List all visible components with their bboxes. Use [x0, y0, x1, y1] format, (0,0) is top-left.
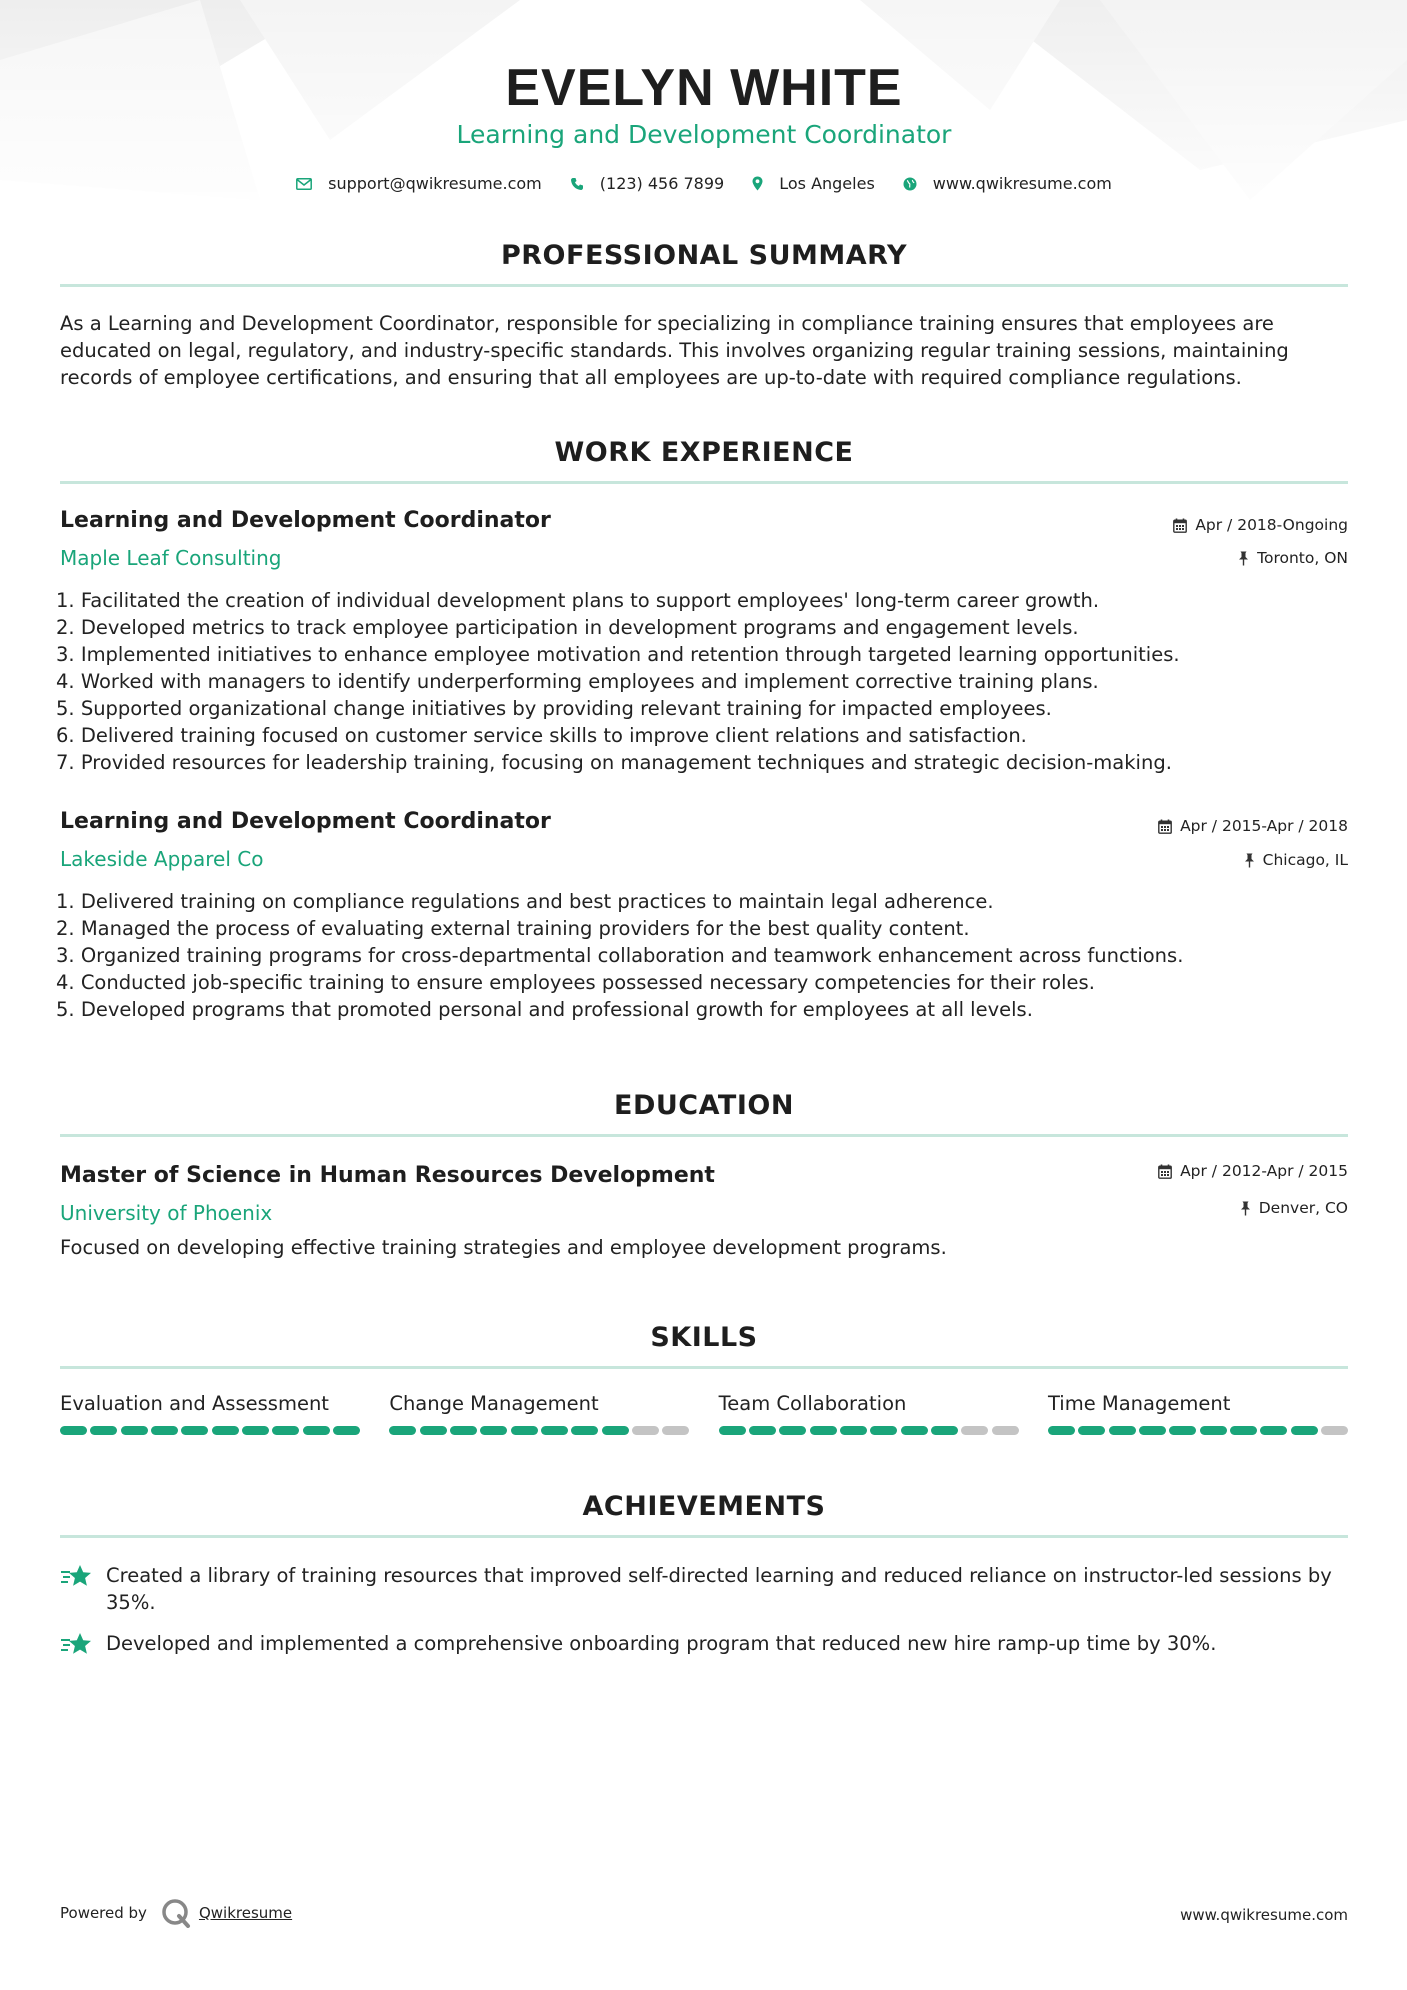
education-description: Focused on developing effective training strategies and employee development programs. [60, 1236, 947, 1259]
list-item: 3. Organized training programs for cross-departmental collaboration and teamwork enhancement across functions. [56, 944, 1184, 967]
skill-level-bar [389, 1426, 689, 1435]
candidate-title: Learning and Development Coordinator [456, 120, 952, 149]
skill-level-segment-filled [212, 1426, 239, 1435]
job-bullets [56, 587, 1348, 776]
skill-level-bar [1048, 1426, 1348, 1435]
skill-item [389, 1392, 689, 1435]
section-divider [60, 284, 1348, 287]
list-item: 4. Conducted job-specific training to ensure employees possessed necessary competencies for their roles. [56, 971, 1095, 994]
skill-level-segment-filled [840, 1426, 867, 1435]
skill-level-segment-filled [333, 1426, 360, 1435]
skill-level-segment-filled [90, 1426, 117, 1435]
contact-location [752, 174, 875, 193]
list-item: 7. Provided resources for leadership training, focusing on management techniques and strategic decision-making. [56, 751, 1172, 774]
skill-level-segment-filled [151, 1426, 178, 1435]
skill-level-segment-filled [1260, 1426, 1287, 1435]
section-divider [60, 1134, 1348, 1137]
skill-level-segment-filled [1200, 1426, 1227, 1435]
skill-level-segment-filled [242, 1426, 269, 1435]
list-item: 5. Supported organizational change initiatives by providing relevant training for impacted employees. [56, 697, 1052, 720]
pushpin-icon [1244, 853, 1255, 868]
contact-email-text: support@qwikresume.com [328, 174, 542, 193]
skill-level-bar [719, 1426, 1019, 1435]
bullet-text: Facilitated the creation of individual development plans to support employees' long-term career growth. [80, 589, 1100, 612]
section-heading-skills: SKILLS [650, 1322, 758, 1353]
job-title: Learning and Development Coordinator [60, 508, 551, 533]
company-name: Maple Leaf Consulting [60, 546, 282, 570]
skill-level-segment-filled [181, 1426, 208, 1435]
pushpin-icon [1238, 551, 1249, 566]
skill-level-segment-filled [931, 1426, 958, 1435]
map-pin-icon [752, 176, 763, 191]
section-heading-summary: PROFESSIONAL SUMMARY [500, 240, 908, 271]
degree-title: Master of Science in Human Resources Development [60, 1163, 715, 1188]
skill-level-segment-filled [541, 1426, 568, 1435]
skill-level-segment-empty [632, 1426, 659, 1435]
bullet-text: Provided resources for leadership training, focusing on management techniques and strategic decision-making. [80, 751, 1172, 774]
skill-level-segment-filled [1109, 1426, 1136, 1435]
company-name: Lakeside Apparel Co [60, 847, 264, 871]
education-location [1240, 1199, 1348, 1217]
skill-level-segment-filled [1169, 1426, 1196, 1435]
section-divider [60, 1366, 1348, 1369]
skills-list [60, 1392, 1348, 1435]
bullet-text: Supported organizational change initiatives by providing relevant training for impacted employees. [80, 697, 1052, 720]
bullet-text: Implemented initiatives to enhance employee motivation and retention through targeted learning opportunities. [80, 643, 1180, 666]
skill-level-segment-filled [1230, 1426, 1257, 1435]
skill-level-segment-filled [303, 1426, 330, 1435]
phone-icon [570, 177, 584, 191]
bullet-text: Worked with managers to identify underperforming employees and implement corrective training plans. [80, 670, 1099, 693]
skill-level-segment-filled [272, 1426, 299, 1435]
pushpin-icon [1240, 1201, 1251, 1216]
skill-level-segment-filled [1291, 1426, 1318, 1435]
achievement-item [60, 1562, 1348, 1616]
list-item: 5. Developed programs that promoted personal and professional growth for employees at all levels. [56, 998, 1033, 1021]
calendar-icon [1173, 518, 1187, 533]
globe-icon [903, 177, 917, 191]
list-item: 1. Delivered training on compliance regulations and best practices to maintain legal adherence. [56, 890, 994, 913]
job-location-text: Toronto, ON [1257, 549, 1348, 567]
section-heading-experience: WORK EXPERIENCE [554, 437, 854, 468]
skill-item [1048, 1392, 1348, 1435]
achievement-item [60, 1630, 1348, 1658]
contact-website[interactable] [903, 174, 1112, 193]
qwikresume-link[interactable]: Qwikresume [198, 1904, 293, 1922]
skill-level-segment-filled [602, 1426, 629, 1435]
section-divider [60, 1535, 1348, 1538]
school-name: University of Phoenix [60, 1201, 273, 1225]
contact-website-text: www.qwikresume.com [932, 174, 1112, 193]
skill-level-segment-filled [870, 1426, 897, 1435]
contact-location-text: Los Angeles [779, 174, 875, 193]
job-title: Learning and Development Coordinator [60, 809, 551, 834]
skill-item [60, 1392, 360, 1435]
bullet-text: Managed the process of evaluating external training providers for the best quality content. [80, 917, 970, 940]
education-dates-text: Apr / 2012-Apr / 2015 [1180, 1162, 1348, 1180]
skill-level-segment-filled [779, 1426, 806, 1435]
list-item: 6. Delivered training focused on customer service skills to improve client relations and satisfaction. [56, 724, 1027, 747]
star-icon [60, 1564, 92, 1590]
list-item: 3. Implemented initiatives to enhance employee motivation and retention through targeted learning opportunities. [56, 643, 1180, 666]
email-icon [296, 178, 312, 190]
calendar-icon [1158, 819, 1172, 834]
section-heading-education: EDUCATION [614, 1090, 794, 1121]
skill-level-segment-filled [1139, 1426, 1166, 1435]
skill-level-segment-empty [1321, 1426, 1348, 1435]
list-item: 2. Managed the process of evaluating external training providers for the best quality content. [56, 917, 970, 940]
skill-level-segment-empty [662, 1426, 689, 1435]
skill-level-segment-empty [992, 1426, 1019, 1435]
skill-name: Evaluation and Assessment [60, 1392, 329, 1415]
skill-level-segment-filled [1048, 1426, 1075, 1435]
list-item: 1. Facilitated the creation of individual development plans to support employees' long-term career growth. [56, 589, 1100, 612]
skill-level-segment-filled [719, 1426, 746, 1435]
list-item: 2. Developed metrics to track employee participation in development programs and engagement levels. [56, 616, 1079, 639]
star-icon [60, 1632, 92, 1658]
skill-level-segment-filled [511, 1426, 538, 1435]
footer-powered-by [60, 1898, 292, 1928]
job-location [1244, 851, 1348, 869]
skill-level-segment-filled [450, 1426, 477, 1435]
bullet-text: Developed programs that promoted personal and professional growth for employees at all levels. [80, 998, 1033, 1021]
section-heading-achievements: ACHIEVEMENTS [582, 1491, 826, 1522]
skill-level-segment-filled [749, 1426, 776, 1435]
skill-level-segment-filled [121, 1426, 148, 1435]
job-bullets [56, 888, 1348, 1023]
skill-name: Team Collaboration [718, 1392, 907, 1415]
achievement-text: Created a library of training resources that improved self-directed learning and reduced reliance on instructor-led sessions by 35%. [106, 1564, 1332, 1614]
summary-text: As a Learning and Development Coordinator, responsible for specializing in compliance training ensures that employees are educated on legal, regulatory, and industry-specific standards. This involves organizing regular training sessions, maintaining records of employee certifications, and ensuring that all employees are up-to-date with required compliance regulations. [60, 312, 1289, 389]
skill-level-segment-filled [480, 1426, 507, 1435]
contact-phone[interactable] [570, 174, 724, 193]
skill-level-segment-filled [571, 1426, 598, 1435]
job-dates-text: Apr / 2018-Ongoing [1195, 516, 1348, 534]
bullet-text: Delivered training on compliance regulations and best practices to maintain legal adherence. [80, 890, 994, 913]
contact-bar [60, 174, 1348, 193]
contact-email[interactable] [296, 174, 542, 193]
job-dates-text: Apr / 2015-Apr / 2018 [1180, 817, 1348, 835]
education-dates [1158, 1162, 1348, 1180]
job-location-text: Chicago, IL [1262, 851, 1348, 869]
skill-level-segment-empty [961, 1426, 988, 1435]
bullet-text: Developed metrics to track employee participation in development programs and engagement levels. [80, 616, 1079, 639]
powered-by-label: Powered by [60, 1904, 147, 1922]
education-location-text: Denver, CO [1258, 1199, 1348, 1217]
skill-level-segment-filled [810, 1426, 837, 1435]
section-divider [60, 481, 1348, 484]
skill-name: Change Management [389, 1392, 599, 1415]
skill-item [719, 1392, 1019, 1435]
skill-level-segment-filled [420, 1426, 447, 1435]
job-dates [1158, 817, 1348, 835]
skill-level-segment-filled [1078, 1426, 1105, 1435]
job-dates [1173, 516, 1348, 534]
job-location [1238, 549, 1348, 567]
candidate-name: EVELYN WHITE [505, 59, 903, 117]
skill-level-segment-filled [901, 1426, 928, 1435]
qwikresume-logo-icon [161, 1898, 191, 1928]
bullet-text: Organized training programs for cross-departmental collaboration and teamwork enhancement across functions. [80, 944, 1184, 967]
skill-level-bar [60, 1426, 360, 1435]
skill-name: Time Management [1047, 1392, 1231, 1415]
bullet-text: Conducted job-specific training to ensure employees possessed necessary competencies for their roles. [80, 971, 1095, 994]
calendar-icon [1158, 1164, 1172, 1179]
skill-level-segment-filled [60, 1426, 87, 1435]
contact-phone-text: (123) 456 7899 [599, 174, 725, 193]
bullet-text: Delivered training focused on customer service skills to improve client relations and satisfaction. [80, 724, 1027, 747]
achievement-text: Developed and implemented a comprehensive onboarding program that reduced new hire ramp-up time by 30%. [106, 1632, 1217, 1655]
footer-url[interactable]: www.qwikresume.com [1180, 1906, 1348, 1924]
skill-level-segment-filled [389, 1426, 416, 1435]
list-item: 4. Worked with managers to identify underperforming employees and implement corrective training plans. [56, 670, 1099, 693]
